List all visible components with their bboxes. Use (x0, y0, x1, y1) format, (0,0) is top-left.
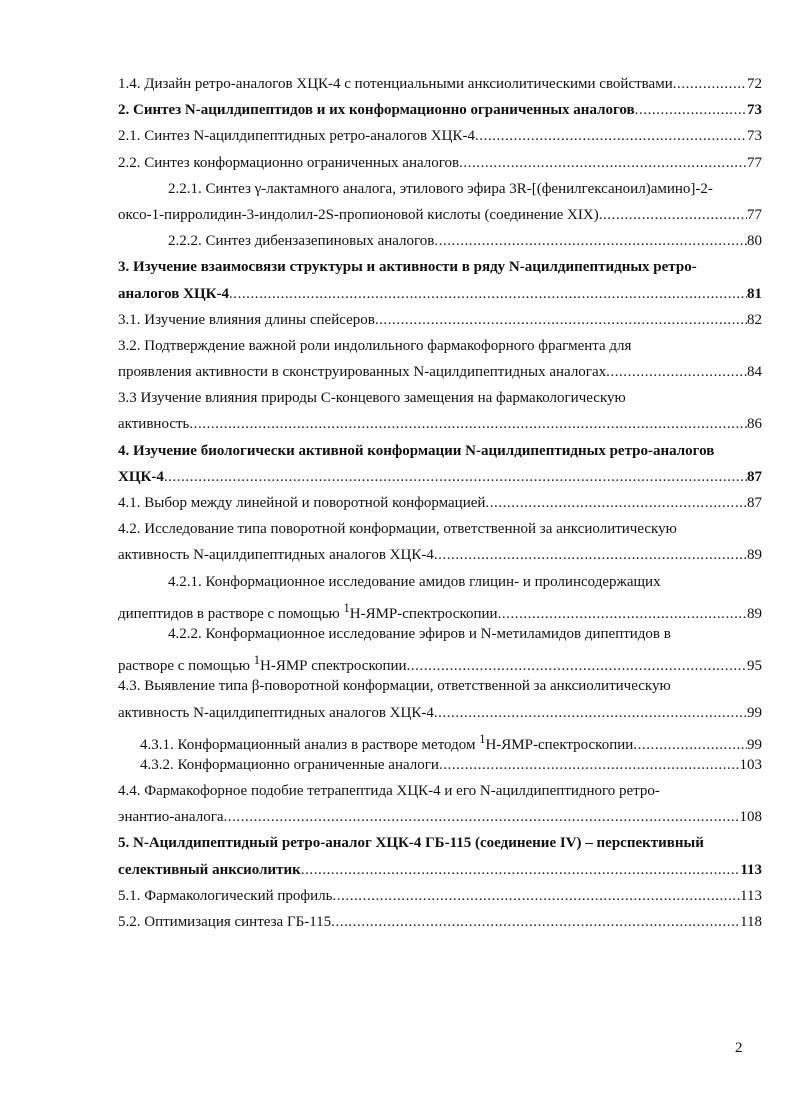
toc-entry-4-3-1 (118, 726, 762, 752)
toc-entry-4-2-line1 (118, 516, 762, 542)
toc-leader (459, 150, 747, 176)
toc-entry-page: 113 (740, 887, 762, 904)
toc-entry-page: 99 (747, 736, 762, 752)
toc-entry-2-2-1-line2 (118, 202, 762, 228)
toc-entry-text: растворе с помощью (118, 658, 254, 674)
toc-entry-4-line1 (118, 438, 762, 464)
toc-entry-2 (118, 97, 762, 123)
toc-entry-title: 5.1. Фармакологический профиль (118, 887, 333, 904)
toc-leader (189, 411, 747, 437)
toc-entry-4-1 (118, 490, 762, 516)
toc-entry-page: 73 (747, 128, 762, 145)
toc-entry-page: 73 (747, 102, 762, 119)
toc-entry-4-2-line2 (118, 542, 762, 568)
toc-entry-title: 3. Изучение взаимосвязи структуры и активности в ряду N-ацилдипептидных ретро- (118, 259, 697, 276)
toc-entry-page: 77 (747, 154, 762, 171)
toc-entry-title: 1.4. Дизайн ретро-аналогов ХЦК-4 с потенциальными анксиолитическими свойствами (118, 76, 673, 92)
toc-entry-3-line1 (118, 254, 762, 280)
toc-entry-page: 113 (740, 861, 762, 878)
toc-leader (475, 123, 747, 149)
toc-entry-3-1 (118, 307, 762, 333)
toc-entry-5-2 (118, 909, 762, 935)
toc-entry-title-cont: аналогов ХЦК-4 (118, 285, 229, 302)
toc-entry-title-cont: селективный анксиолитик (118, 861, 301, 878)
toc-entry-title: 2.1. Синтез N-ацилдипептидных ретро-аналогов ХЦК-4 (118, 128, 475, 145)
toc-entry-page: 87 (747, 468, 762, 485)
superscript: 1 (479, 731, 486, 746)
toc-entry-page: 80 (747, 233, 762, 250)
toc-entry-title: 2.2.1. Синтез γ-лактамного аналога, этилового эфира 3R-[(фенилгексаноил)амино]-2- (168, 180, 713, 197)
toc-entry-title-cont (118, 595, 498, 621)
toc-entry-title-cont: оксо-1-пирролидин-3-индолил-2S-пропионовой кислоты (соединение XIX) (118, 206, 599, 223)
toc-leader (224, 804, 740, 830)
toc-entry-4-2-2-line2 (118, 647, 762, 673)
toc-entry-page: 108 (739, 809, 762, 826)
toc-entry-title: 3.1. Изучение влияния длины спейсеров (118, 311, 375, 328)
toc-leader (375, 307, 747, 333)
toc-entry-2-1 (118, 123, 762, 149)
toc-entry-page: 95 (747, 658, 762, 674)
toc-entry-text: 4.3.1. Конформационный анализ в растворе методом (140, 736, 480, 752)
toc-entry-4-4-line1 (118, 778, 762, 804)
table-of-contents (118, 71, 762, 935)
toc-entry-4-3-line1 (118, 673, 762, 699)
toc-entry-4-2-2-line1 (118, 621, 762, 647)
toc-entry-title: 4.3. Выявление типа β-поворотной конформации, ответственной за анксиолитическую (118, 678, 671, 695)
toc-entry-3-line2 (118, 281, 762, 307)
toc-entry-page: 82 (747, 311, 762, 328)
toc-leader (229, 281, 747, 307)
toc-entry-text: Н-ЯМР спектроскопии (260, 658, 407, 674)
toc-entry-title: 4. Изучение биологически активной конформации N-ацилдипептидных ретро-аналогов (118, 442, 715, 459)
toc-entry-text: Н-ЯМР-спектроскопии (485, 736, 634, 752)
toc-entry-2-2-2 (118, 228, 762, 254)
toc-entry-page: 89 (747, 547, 762, 564)
toc-leader (434, 700, 747, 726)
toc-leader (635, 97, 747, 123)
toc-entry-title: 2. Синтез N-ацилдипептидов и их конформационно ограниченных аналогов (118, 102, 635, 119)
toc-entry-5-line1 (118, 830, 762, 856)
toc-entry-title: 4.1. Выбор между линейной и поворотной конформацией (118, 495, 486, 511)
toc-leader (498, 601, 747, 621)
toc-entry-title: 4.2.1. Конформационное исследование амидов глицин- и пролинсодержащих (168, 573, 661, 590)
toc-entry-title: 2.2.2. Синтез дибензазепиновых аналогов (168, 233, 435, 250)
toc-entry-title: 3.2. Подтверждение важной роли индолильного фармакофорного фрагмента для (118, 337, 632, 354)
toc-leader (333, 883, 741, 909)
toc-entry-page: 99 (747, 704, 762, 721)
toc-entry-3-3-line2 (118, 411, 762, 437)
toc-entry-3-2-line1 (118, 333, 762, 359)
toc-entry-1-4 (118, 71, 762, 97)
toc-entry-4-line2 (118, 464, 762, 490)
toc-entry-title-cont: проявления активности в сконструированных N-ацилдипептидных аналогах (118, 364, 607, 381)
toc-entry-4-3-2 (118, 752, 762, 778)
toc-entry-page: 81 (747, 285, 762, 302)
toc-leader (673, 71, 747, 97)
toc-entry-title: 4.4. Фармакофорное подобие тетрапептида ХЦК-4 и его N-ацилдипептидного ретро- (118, 783, 660, 800)
toc-leader (434, 228, 747, 254)
toc-entry-title (140, 726, 633, 752)
toc-entry-3-2-line2 (118, 359, 762, 385)
toc-entry-page: 72 (747, 76, 762, 92)
toc-entry-4-2-1-line1 (118, 569, 762, 595)
toc-entry-text: Н-ЯМР-спектроскопии (349, 605, 498, 621)
toc-entry-4-2-1-line2 (118, 595, 762, 621)
toc-entry-5-line2 (118, 857, 762, 883)
toc-entry-title-cont: активность (118, 416, 190, 433)
toc-entry-4-3-line2 (118, 700, 762, 726)
toc-entry-title: 4.2. Исследование типа поворотной конформации, ответственной за анксиолитическую (118, 521, 677, 538)
toc-leader (407, 653, 747, 673)
toc-entry-page: 86 (747, 416, 762, 433)
toc-entry-5-1 (118, 883, 762, 909)
toc-entry-page: 103 (739, 756, 762, 773)
toc-entry-title-cont: активность N-ацилдипептидных аналогов ХЦК-4 (118, 704, 434, 721)
toc-entry-title-cont: энантио-аналога (118, 809, 224, 826)
toc-entry-page: 89 (747, 605, 762, 621)
toc-entry-title: 2.2. Синтез конформационно ограниченных аналогов (118, 154, 460, 171)
toc-entry-title: 5.2. Оптимизация синтеза ГБ-115 (118, 914, 332, 930)
toc-leader (301, 857, 741, 883)
toc-entry-text: дипептидов в растворе с помощью (118, 605, 344, 621)
toc-entry-page: 118 (740, 914, 762, 930)
toc-entry-title-cont: ХЦК-4 (118, 468, 164, 485)
page-number: 2 (735, 1040, 743, 1056)
toc-entry-title: 4.3.2. Конформационно ограниченные аналоги (140, 756, 439, 773)
toc-entry-title-cont (118, 647, 407, 673)
toc-entry-title: 3.3 Изучение влияния природы С-концевого замещения на фармакологическую (118, 390, 626, 407)
toc-leader (633, 732, 747, 752)
toc-entry-page: 84 (747, 364, 762, 381)
toc-leader (606, 359, 747, 385)
superscript: 1 (343, 600, 350, 615)
toc-entry-title-cont: активность N-ацилдипептидных аналогов ХЦК-4 (118, 547, 434, 564)
toc-entry-3-3-line1 (118, 385, 762, 411)
toc-entry-2-2 (118, 150, 762, 176)
toc-entry-title: 4.2.2. Конформационное исследование эфиров и N-метиламидов дипептидов в (168, 625, 671, 642)
toc-leader (434, 542, 747, 568)
toc-leader (485, 490, 747, 516)
toc-entry-page: 87 (747, 495, 762, 511)
toc-entry-2-2-1-line1 (118, 176, 762, 202)
toc-leader (164, 464, 747, 490)
toc-leader (439, 752, 740, 778)
superscript: 1 (253, 653, 260, 668)
toc-leader (331, 909, 740, 935)
toc-entry-title: 5. N-Ацилдипептидный ретро-аналог ХЦК-4 ГБ-115 (соединение IV) – перспективный (118, 835, 704, 852)
toc-leader (599, 202, 747, 228)
toc-entry-4-4-line2 (118, 804, 762, 830)
toc-entry-page: 77 (747, 206, 762, 223)
